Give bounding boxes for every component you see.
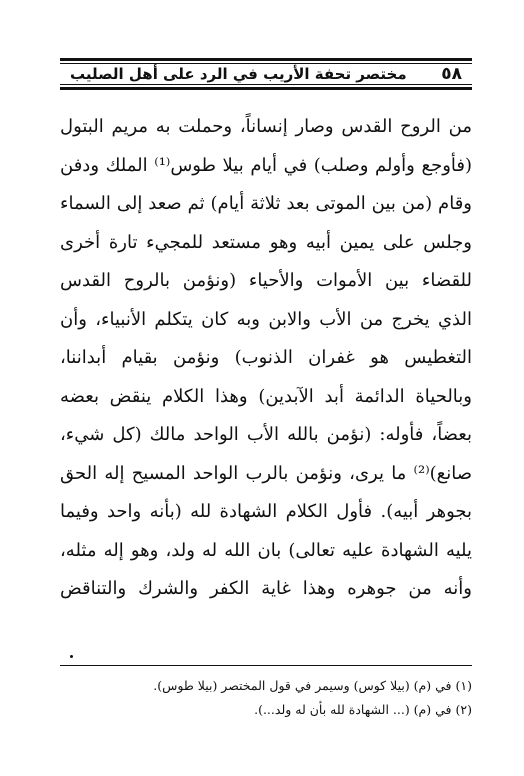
body-line: الذي يخرج من الأب والابن وبه كان يتكلم الأنبياء، وأن — [60, 308, 472, 330]
body-line: التغطيس هو غفران الذنوب) ونؤمن بقيام أبداننا، — [60, 347, 472, 368]
running-title: مختصر تحفة الأريب في الرد على أهل الصليب — [70, 65, 407, 83]
stray-mark — [70, 655, 73, 658]
body-line: بعضاً، فأوله: (نؤمن بالله الأب الواحد مالك (كل شيء، — [60, 424, 472, 445]
body-line: وبالحياة الدائمة أبد الآبدين) وهذا الكلام ينقض بعضه — [60, 385, 472, 407]
body-line: وقام (من بين الموتى بعد ثلاثة أيام) ثم صعد إلى السماء — [60, 193, 472, 214]
body-line: بجوهر أبيه). فأول الكلام الشهادة لله (بأنه واحد وفيما — [60, 501, 472, 522]
body-line: صانع)⁽²⁾ ما يرى، ونؤمن بالرب الواحد المسيح إله الحق — [60, 462, 472, 484]
footnote: (١) في (م) (بيلا كوس) وسيمر في قول المختصر (بيلا طوس). — [153, 678, 472, 693]
footnotes — [60, 674, 472, 722]
footnote: (٢) في (م) (... الشهادة لله بأن له ولد...). — [254, 702, 472, 717]
body-line: وأنه من جوهره وهذا غاية الكفر والشرك والتناقض — [60, 578, 472, 599]
body-line: (فأوجع وأولم وصلب) في أيام بيلا طوس⁽¹⁾ الملك ودفن — [60, 154, 472, 176]
body-text — [60, 108, 472, 609]
page-number: ٥٨ — [441, 64, 462, 84]
body-line: من الروح القدس وصار إنساناً، وحملت به مريم البتول — [60, 116, 472, 137]
body-line: وجلس على يمين أبيه وهو مستعد للمجيء تارة أخرى — [60, 231, 472, 253]
footnote-divider — [60, 665, 472, 666]
body-line: للقضاء بين الأموات والأحياء (ونؤمن بالروح القدس — [60, 270, 472, 291]
body-line: يليه الشهادة عليه تعالى) بان الله له ولد، وهو إله مثله، — [60, 539, 472, 561]
page-header — [60, 58, 472, 90]
